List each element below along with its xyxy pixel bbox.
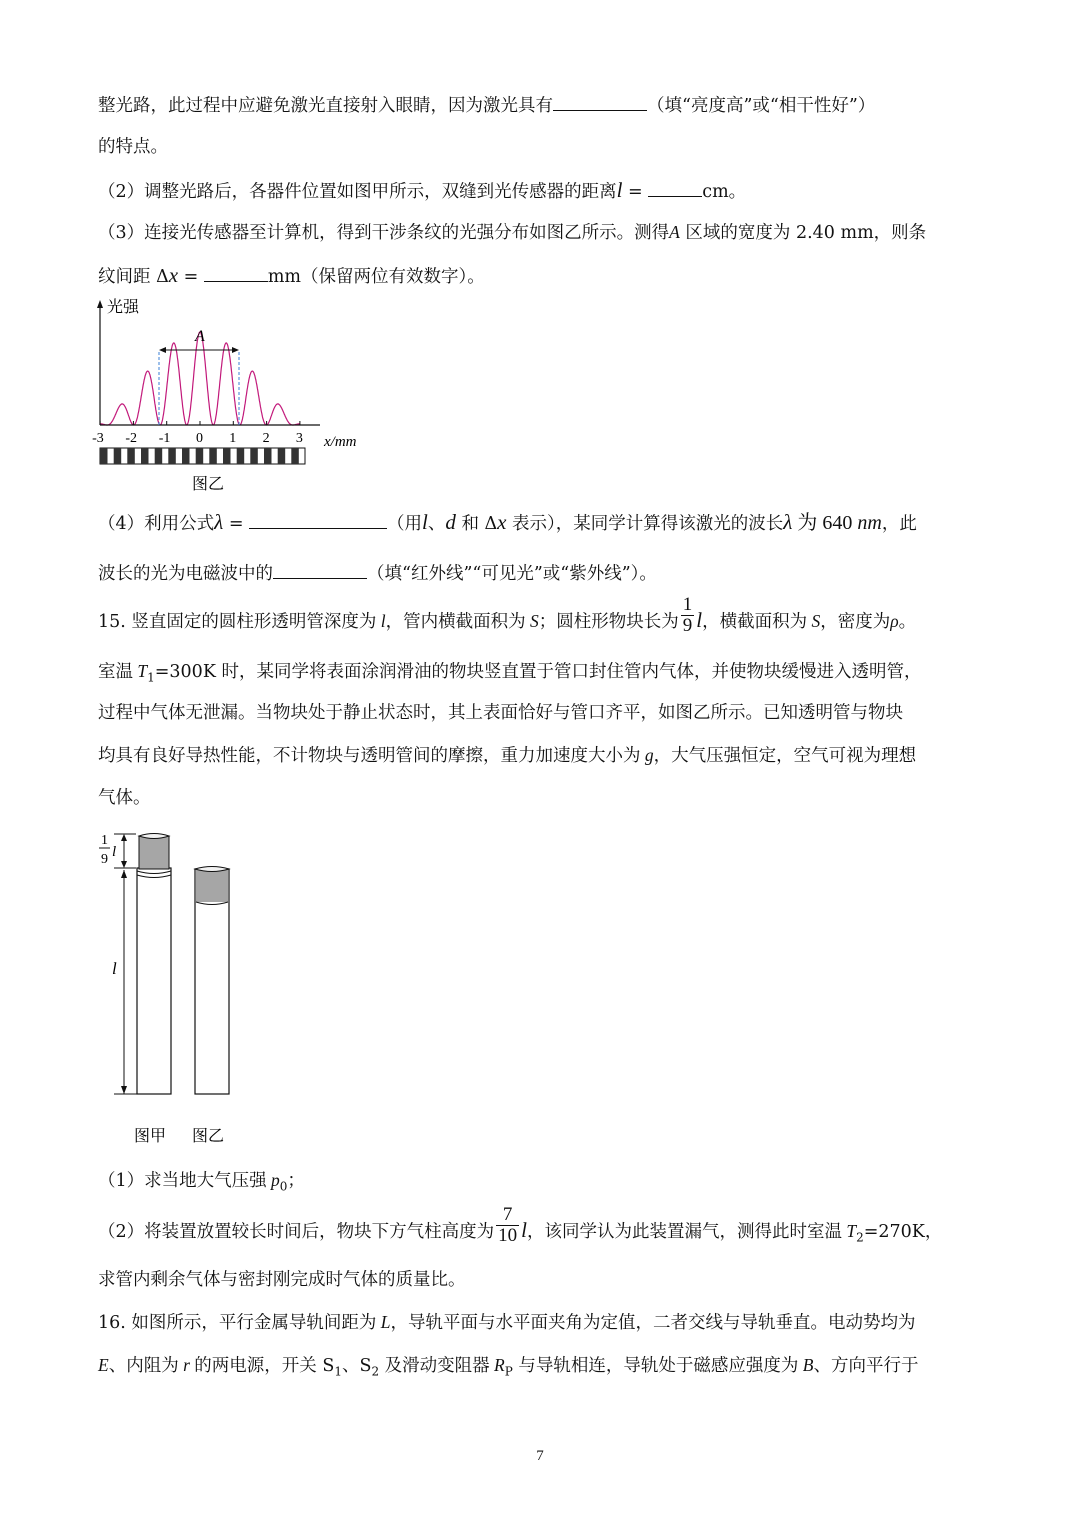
text: 整光路，此过程中应避免激光直接射入眼睛，因为激光具有	[98, 96, 553, 116]
text: （1）求当地大气压强	[98, 1171, 267, 1191]
text: 与导轨相连，导轨处于磁感应强度为	[512, 1356, 799, 1376]
arrow-right-icon	[232, 347, 239, 353]
variable-l: l	[696, 608, 703, 632]
dark-fringe	[278, 448, 286, 464]
variable-T: T	[133, 661, 148, 681]
fraction-numerator: 7	[496, 1205, 519, 1226]
intensity-curve-path	[100, 332, 299, 425]
arrow-left-icon	[159, 347, 166, 353]
unit-nm: nm	[857, 512, 882, 534]
arrow-up-icon	[121, 834, 127, 841]
answer-blank	[648, 178, 702, 197]
tube-jia	[137, 868, 171, 1094]
text: 为 640	[792, 512, 858, 534]
tubes-figure	[96, 826, 266, 1150]
dark-fringe	[155, 448, 163, 464]
dark-fringe	[237, 448, 245, 464]
text: 区域的宽度为 2.40 mm，则条	[679, 223, 927, 243]
text: 纹间距 Δ	[98, 267, 169, 287]
x-axis-label: x/mm	[324, 434, 357, 450]
text-line-4	[98, 220, 926, 245]
block-jia	[139, 836, 169, 869]
text-line-3	[98, 178, 746, 204]
dark-fringe	[209, 448, 217, 464]
figure-caption: 图乙	[192, 476, 225, 493]
fraction-numerator: 1	[101, 833, 108, 848]
fraction-one-ninth	[681, 595, 695, 636]
variable-B: B	[798, 1355, 814, 1375]
arrow-down-icon	[121, 1086, 127, 1094]
text: ，大气压强恒定，空气可视为理想	[653, 746, 917, 766]
variable-x: x	[497, 510, 507, 534]
text: 、内阻为	[108, 1356, 179, 1376]
text: =	[178, 267, 204, 287]
subscript: 1	[334, 1364, 342, 1379]
fringe-strip	[100, 448, 305, 464]
text: =	[622, 182, 649, 202]
text: ，管内横截面积为	[385, 612, 526, 632]
dark-fringe	[291, 448, 299, 464]
text: 15. 竖直固定的圆柱形透明管深度为	[98, 612, 377, 632]
text: =300K 时，某同学将表面涂润滑油的物块竖直置于管口封住管内气体，并使物块缓慢进入透明管，	[154, 662, 922, 682]
variable-l: l	[376, 611, 386, 631]
text: 16. 如图所示，平行金属导轨间距为	[98, 1313, 377, 1333]
answer-blank	[249, 510, 387, 529]
q16-line-2	[98, 1353, 918, 1384]
text: =270K，	[863, 1222, 943, 1242]
text-line-7	[98, 560, 657, 586]
text: 的两电源，开关 S	[194, 1356, 335, 1376]
q15-sub1	[98, 1168, 305, 1199]
text-line-2	[98, 135, 168, 159]
variable-l: l	[521, 1218, 527, 1242]
answer-blank	[204, 263, 268, 282]
text: 波长的光为电磁波中的	[98, 564, 273, 584]
answer-blank	[553, 92, 647, 111]
variable-g: g	[640, 745, 654, 765]
q15-line-5	[98, 786, 151, 810]
variable-A: A	[669, 222, 680, 242]
text: =	[223, 514, 250, 534]
length-label: l	[112, 959, 117, 978]
x-tick-label: 2	[262, 431, 270, 446]
text: 。	[898, 612, 917, 632]
variable-E: E	[98, 1355, 109, 1375]
text: 表示），某同学计算得该激光的波长	[506, 514, 784, 534]
variable-R: R	[489, 1355, 505, 1375]
variable-L: L	[376, 1312, 391, 1332]
fraction-denominator: 10	[498, 1225, 518, 1246]
dark-fringe	[114, 448, 122, 464]
variable-r: r	[178, 1355, 195, 1375]
dark-fringe	[223, 448, 231, 464]
text: 过程中气体无泄漏。当物块处于静止状态时，其上表面恰好与管口齐平，如图乙所示。已知透明管与物块	[98, 703, 903, 723]
text: 、S	[341, 1356, 372, 1376]
subscript: P	[504, 1364, 513, 1379]
q15-sub2	[98, 1204, 943, 1250]
text: 、	[427, 514, 446, 534]
dark-fringe	[264, 448, 272, 464]
figure-caption-jia: 图甲	[134, 1128, 167, 1145]
subscript: 1	[147, 670, 155, 685]
fraction-seven-tenths	[496, 1205, 519, 1246]
dark-fringe	[168, 448, 176, 464]
text: （3）连接光传感器至计算机，得到干涉条纹的光强分布如图乙所示。测得	[98, 223, 670, 243]
text-line-1	[98, 92, 875, 118]
text: ；圆柱形物块长为	[538, 612, 679, 632]
q16-line-1	[98, 1310, 916, 1335]
variable-x: x	[168, 263, 179, 287]
dark-fringe	[127, 448, 135, 464]
q15-line-1	[98, 594, 917, 636]
text: 室温	[98, 662, 133, 682]
q15-line-4	[98, 743, 916, 768]
variable-d: d	[445, 510, 456, 534]
text: （2）调整光路后，各器件位置如图甲所示，双缝到光传感器的距离	[98, 182, 617, 202]
text-line-6	[98, 510, 917, 536]
arrow-down-icon	[121, 861, 127, 868]
text: ，密度为	[820, 612, 891, 632]
interference-intensity-figure	[92, 292, 382, 502]
variable-lambda: λ	[783, 510, 793, 534]
y-axis-label: 光强	[107, 299, 140, 316]
q15-line-2	[98, 659, 921, 690]
tube-top	[195, 867, 229, 872]
x-tick-label: 0	[196, 431, 203, 446]
text: 气体。	[98, 788, 151, 808]
text: ，导轨平面与水平面夹角为定值，二者交线与导轨垂直。电动势均为	[390, 1313, 916, 1333]
arrow-up-icon	[121, 870, 127, 878]
text: 求管内剩余气体与密封刚完成时气体的质量比。	[98, 1270, 466, 1290]
q15-sub2-cont	[98, 1268, 466, 1292]
text: 和 Δ	[455, 514, 498, 534]
variable-S: S	[525, 611, 539, 631]
text: （用	[387, 514, 423, 534]
fraction-numerator: 1	[682, 594, 693, 615]
region-label: A	[195, 328, 205, 345]
text: （4）利用公式	[98, 514, 215, 534]
x-tick-label: -1	[158, 431, 171, 446]
variable-l: l	[112, 844, 117, 860]
block-yi	[196, 869, 228, 902]
dark-fringe	[100, 448, 108, 464]
variable-l: l	[616, 178, 623, 202]
subscript: 0	[279, 1179, 288, 1194]
variable-lambda: λ	[214, 510, 224, 534]
y-axis-arrow-icon	[97, 300, 103, 308]
block-top	[139, 834, 169, 839]
text: 、方向平行于	[813, 1356, 919, 1376]
variable-l: l	[422, 510, 428, 534]
x-tick-label: 3	[295, 431, 303, 446]
figure-caption-yi: 图乙	[192, 1128, 225, 1145]
q15-line-3	[98, 701, 903, 725]
dark-fringe	[196, 448, 204, 464]
text: 的特点。	[98, 137, 168, 157]
text: ，该同学认为此装置漏气，测得此时室温	[526, 1222, 842, 1242]
text: ，横截面积为	[702, 612, 808, 632]
dark-fringe	[250, 448, 257, 464]
answer-blank	[273, 560, 367, 579]
x-tick-label: -3	[92, 431, 104, 446]
subscript: 2	[856, 1230, 864, 1245]
variable-rho: ρ	[890, 611, 899, 631]
text: 及滑动变阻器	[379, 1356, 490, 1376]
variable-T: T	[841, 1221, 857, 1241]
page-number: 7	[536, 1448, 544, 1464]
intensity-curve	[100, 332, 299, 425]
text: cm。	[702, 182, 747, 202]
fraction-denominator: 9	[682, 615, 693, 636]
text: mm（保留两位有效数字）。	[267, 267, 485, 287]
x-tick-label: 1	[229, 431, 237, 446]
subscript: 2	[371, 1364, 380, 1379]
fraction-denominator: 9	[101, 852, 108, 867]
text: （2）将装置放置较长时间后，物块下方气柱高度为	[98, 1222, 495, 1242]
text: ，此	[881, 514, 917, 534]
text: （填“红外线”“可见光”或“紫外线”）。	[367, 564, 657, 584]
dark-fringe	[141, 448, 149, 464]
text: （填“亮度高”或“相干性好”）	[647, 96, 876, 116]
dark-fringe	[182, 448, 190, 464]
variable-S: S	[807, 611, 821, 631]
text: ；	[287, 1171, 305, 1191]
text-line-5	[98, 263, 485, 289]
text: 均具有良好导热性能，不计物块与透明管间的摩擦，重力加速度大小为	[98, 746, 641, 766]
variable-p: p	[266, 1170, 280, 1190]
x-tick-label: -2	[125, 431, 138, 446]
